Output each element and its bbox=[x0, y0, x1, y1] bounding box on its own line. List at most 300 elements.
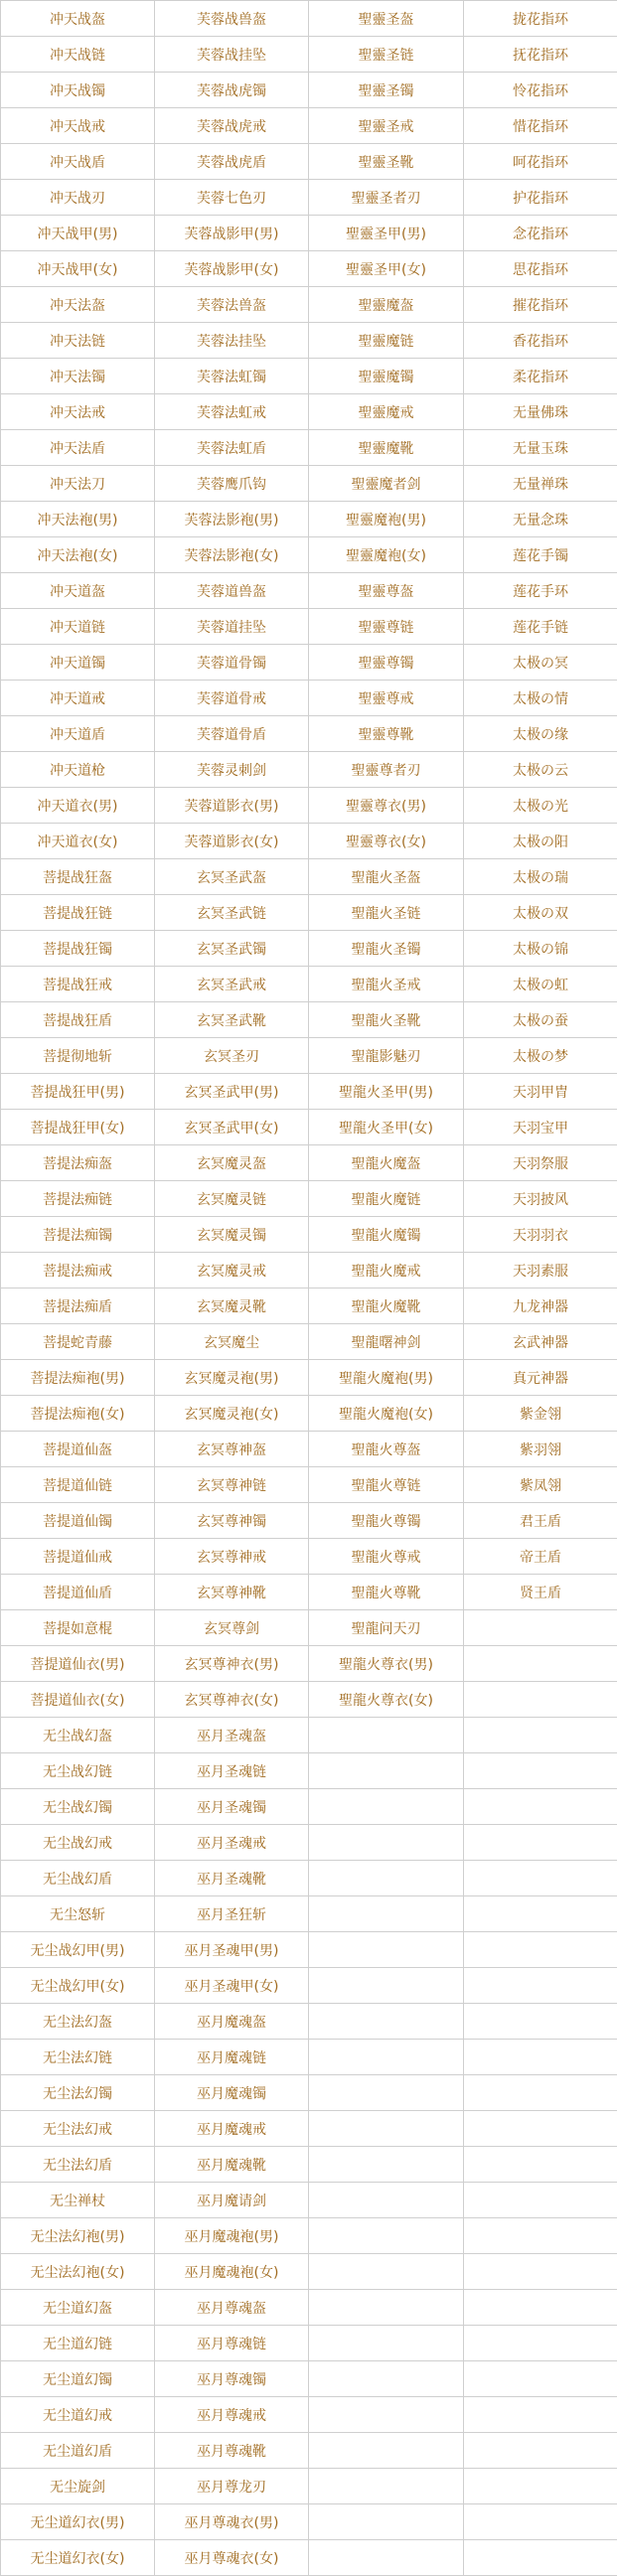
table-cell: 冲天法刀 bbox=[1, 466, 155, 502]
table-cell: 巫月尊魂靴 bbox=[155, 2433, 309, 2469]
table-cell: 香花指环 bbox=[464, 323, 617, 359]
table-row bbox=[1, 1539, 617, 1575]
table-cell: 聖龍火圣甲(女) bbox=[309, 1110, 464, 1145]
table-cell: 芙蓉道骨镯 bbox=[155, 645, 309, 681]
table-row bbox=[1, 1324, 617, 1360]
table-cell: 无尘道幻戒 bbox=[1, 2397, 155, 2433]
table-row bbox=[1, 287, 617, 323]
table-row bbox=[1, 1789, 617, 1825]
table-cell: 冲天道衣(女) bbox=[1, 824, 155, 859]
table-cell: 芙蓉战虎镯 bbox=[155, 73, 309, 108]
table-cell: 聖靈尊衣(男) bbox=[309, 788, 464, 824]
table-row bbox=[1, 466, 617, 502]
table-cell: 聖龍火魔靴 bbox=[309, 1288, 464, 1324]
table-cell: 聖龍火尊盔 bbox=[309, 1432, 464, 1467]
table-cell: 玄冥魔灵戒 bbox=[155, 1253, 309, 1288]
table-row bbox=[1, 2469, 617, 2504]
table-cell bbox=[464, 1896, 617, 1932]
table-row bbox=[1, 359, 617, 394]
table-cell: 巫月圣魂链 bbox=[155, 1753, 309, 1789]
table-cell: 天羽素服 bbox=[464, 1253, 617, 1288]
table-cell: 冲天战甲(女) bbox=[1, 251, 155, 287]
table-row bbox=[1, 1217, 617, 1253]
table-cell bbox=[464, 1682, 617, 1718]
table-cell bbox=[464, 1861, 617, 1896]
table-row bbox=[1, 1253, 617, 1288]
table-cell: 冲天战刃 bbox=[1, 180, 155, 216]
table-cell: 巫月魔魂袍(女) bbox=[155, 2254, 309, 2290]
table-cell: 无尘战幻盾 bbox=[1, 1861, 155, 1896]
table-row bbox=[1, 752, 617, 788]
table-row bbox=[1, 681, 617, 716]
table-cell: 聖龍火圣戒 bbox=[309, 967, 464, 1002]
table-cell bbox=[464, 2040, 617, 2075]
table-cell bbox=[464, 2075, 617, 2111]
table-cell: 紫金翎 bbox=[464, 1396, 617, 1432]
table-cell bbox=[464, 2326, 617, 2361]
table-cell: 巫月尊魂盔 bbox=[155, 2290, 309, 2326]
table-cell bbox=[309, 2218, 464, 2254]
table-cell: 玄冥圣武盔 bbox=[155, 859, 309, 895]
table-row bbox=[1, 895, 617, 931]
table-cell: 太极の阳 bbox=[464, 824, 617, 859]
table-cell: 天羽宝甲 bbox=[464, 1110, 617, 1145]
table-cell: 芙蓉灵刺剑 bbox=[155, 752, 309, 788]
table-cell: 无尘道幻链 bbox=[1, 2326, 155, 2361]
table-cell: 玄冥魔灵盔 bbox=[155, 1145, 309, 1181]
table-cell: 巫月圣魂甲(男) bbox=[155, 1932, 309, 1968]
table-cell: 巫月尊魂衣(男) bbox=[155, 2504, 309, 2540]
table-cell: 芙蓉战影甲(男) bbox=[155, 216, 309, 251]
table-cell bbox=[309, 2254, 464, 2290]
table-cell: 巫月圣魂靴 bbox=[155, 1861, 309, 1896]
table-cell: 菩提法痴链 bbox=[1, 1181, 155, 1217]
table-cell: 太极の虹 bbox=[464, 967, 617, 1002]
table-cell: 玄冥圣武戒 bbox=[155, 967, 309, 1002]
table-cell: 冲天道链 bbox=[1, 609, 155, 645]
table-cell: 菩提道仙镯 bbox=[1, 1503, 155, 1539]
table-cell: 聖龍火魔链 bbox=[309, 1181, 464, 1217]
table-cell: 芙蓉战兽盔 bbox=[155, 1, 309, 37]
table-cell bbox=[309, 2147, 464, 2183]
table-cell: 无尘战幻链 bbox=[1, 1753, 155, 1789]
table-row bbox=[1, 2504, 617, 2540]
table-cell bbox=[309, 2504, 464, 2540]
table-row bbox=[1, 1646, 617, 1682]
table-cell: 呵花指环 bbox=[464, 144, 617, 180]
table-cell: 冲天道衣(男) bbox=[1, 788, 155, 824]
table-row bbox=[1, 394, 617, 430]
table-cell: 菩提战狂链 bbox=[1, 895, 155, 931]
table-cell bbox=[464, 2183, 617, 2218]
table-cell: 聖靈魔袍(男) bbox=[309, 502, 464, 537]
table-row bbox=[1, 1682, 617, 1718]
table-cell: 无尘战幻镯 bbox=[1, 1789, 155, 1825]
table-cell: 巫月圣狂斩 bbox=[155, 1896, 309, 1932]
table-cell: 冲天道盔 bbox=[1, 573, 155, 609]
table-cell: 菩提道仙盔 bbox=[1, 1432, 155, 1467]
table-cell: 芙蓉法影袍(女) bbox=[155, 537, 309, 573]
table-cell bbox=[309, 1932, 464, 1968]
table-cell: 玄冥尊剑 bbox=[155, 1610, 309, 1646]
table-cell: 帝王盾 bbox=[464, 1539, 617, 1575]
table-cell bbox=[464, 1753, 617, 1789]
table-cell: 聖靈尊衣(女) bbox=[309, 824, 464, 859]
table-cell: 冲天战镯 bbox=[1, 73, 155, 108]
table-cell: 聖靈魔镯 bbox=[309, 359, 464, 394]
table-cell: 玄冥尊神靴 bbox=[155, 1575, 309, 1610]
table-cell bbox=[464, 2254, 617, 2290]
table-row bbox=[1, 2433, 617, 2469]
table-cell: 巫月尊魂戒 bbox=[155, 2397, 309, 2433]
table-cell: 玄冥尊神镯 bbox=[155, 1503, 309, 1539]
table-cell: 聖龍火尊靴 bbox=[309, 1575, 464, 1610]
table-cell: 无尘法幻盔 bbox=[1, 2004, 155, 2040]
table-cell: 拢花指环 bbox=[464, 1, 617, 37]
table-cell bbox=[464, 2504, 617, 2540]
table-cell: 芙蓉法挂坠 bbox=[155, 323, 309, 359]
table-cell bbox=[309, 1825, 464, 1861]
table-row bbox=[1, 609, 617, 645]
table-row bbox=[1, 967, 617, 1002]
table-cell: 天羽祭服 bbox=[464, 1145, 617, 1181]
table-cell: 莲花手链 bbox=[464, 609, 617, 645]
table-cell: 菩提战狂甲(女) bbox=[1, 1110, 155, 1145]
table-cell: 巫月尊魂链 bbox=[155, 2326, 309, 2361]
table-cell: 玄冥圣刃 bbox=[155, 1038, 309, 1074]
table-cell: 无尘法幻袍(女) bbox=[1, 2254, 155, 2290]
table-cell bbox=[464, 1968, 617, 2004]
table-cell: 太极の缘 bbox=[464, 716, 617, 752]
table-cell: 聖靈圣镯 bbox=[309, 73, 464, 108]
table-row bbox=[1, 1, 617, 37]
table-cell: 巫月圣魂盔 bbox=[155, 1718, 309, 1753]
table-cell: 玄冥魔灵镯 bbox=[155, 1217, 309, 1253]
table-cell: 聖靈尊戒 bbox=[309, 681, 464, 716]
table-cell: 聖靈尊镯 bbox=[309, 645, 464, 681]
table-cell: 菩提如意棍 bbox=[1, 1610, 155, 1646]
table-cell: 无尘法幻盾 bbox=[1, 2147, 155, 2183]
table-cell: 无尘战幻戒 bbox=[1, 1825, 155, 1861]
table-cell: 太极の云 bbox=[464, 752, 617, 788]
table-cell: 聖靈尊者刃 bbox=[309, 752, 464, 788]
table-cell: 聖靈圣者刃 bbox=[309, 180, 464, 216]
table-cell: 菩提战狂镯 bbox=[1, 931, 155, 967]
table-cell: 冲天法盾 bbox=[1, 430, 155, 466]
table-row bbox=[1, 1396, 617, 1432]
table-cell bbox=[464, 2433, 617, 2469]
table-cell: 冲天法链 bbox=[1, 323, 155, 359]
table-cell: 真元神器 bbox=[464, 1360, 617, 1396]
table-cell: 无量佛珠 bbox=[464, 394, 617, 430]
table-row bbox=[1, 1181, 617, 1217]
table-cell: 芙蓉法虹盾 bbox=[155, 430, 309, 466]
table-cell bbox=[309, 2397, 464, 2433]
table-cell: 冲天道盾 bbox=[1, 716, 155, 752]
table-cell: 玄冥魔灵袍(男) bbox=[155, 1360, 309, 1396]
table-cell: 玄冥尊神衣(男) bbox=[155, 1646, 309, 1682]
table-row bbox=[1, 2254, 617, 2290]
table-cell: 九龙神器 bbox=[464, 1288, 617, 1324]
table-row bbox=[1, 1002, 617, 1038]
table-cell: 巫月尊龙刃 bbox=[155, 2469, 309, 2504]
table-row bbox=[1, 144, 617, 180]
table-cell: 芙蓉道骨盾 bbox=[155, 716, 309, 752]
table-row bbox=[1, 1145, 617, 1181]
table-cell: 太极の梦 bbox=[464, 1038, 617, 1074]
table-cell bbox=[309, 1968, 464, 2004]
table-cell: 聖龍火魔镯 bbox=[309, 1217, 464, 1253]
table-cell: 芙蓉道兽盔 bbox=[155, 573, 309, 609]
table-cell: 玄冥魔尘 bbox=[155, 1324, 309, 1360]
table-cell bbox=[309, 2290, 464, 2326]
table-cell: 菩提道仙衣(男) bbox=[1, 1646, 155, 1682]
table-cell: 天羽披风 bbox=[464, 1181, 617, 1217]
table-cell: 紫羽翎 bbox=[464, 1432, 617, 1467]
table-cell bbox=[464, 1718, 617, 1753]
table-row bbox=[1, 2540, 617, 2576]
table-cell: 冲天道枪 bbox=[1, 752, 155, 788]
table-row bbox=[1, 37, 617, 73]
table-cell: 太极の光 bbox=[464, 788, 617, 824]
table-cell: 冲天法镯 bbox=[1, 359, 155, 394]
table-row bbox=[1, 1932, 617, 1968]
table-row bbox=[1, 2147, 617, 2183]
table-row bbox=[1, 430, 617, 466]
table-cell: 天羽甲胄 bbox=[464, 1074, 617, 1110]
table-cell bbox=[464, 2111, 617, 2147]
table-cell: 无尘战幻甲(男) bbox=[1, 1932, 155, 1968]
table-cell: 芙蓉鹰爪钩 bbox=[155, 466, 309, 502]
table-cell: 抚花指环 bbox=[464, 37, 617, 73]
table-cell: 芙蓉战挂坠 bbox=[155, 37, 309, 73]
table-row bbox=[1, 1074, 617, 1110]
table-row bbox=[1, 1968, 617, 2004]
table-cell: 聖靈魔盔 bbox=[309, 287, 464, 323]
table-cell: 冲天法盔 bbox=[1, 287, 155, 323]
table-cell: 聖靈圣靴 bbox=[309, 144, 464, 180]
table-cell: 聖龍火圣靴 bbox=[309, 1002, 464, 1038]
table-cell: 巫月魔请剑 bbox=[155, 2183, 309, 2218]
table-cell: 巫月魔魂戒 bbox=[155, 2111, 309, 2147]
table-cell bbox=[309, 1896, 464, 1932]
table-cell: 聖靈尊链 bbox=[309, 609, 464, 645]
table-row bbox=[1, 1467, 617, 1503]
table-cell: 太极の冥 bbox=[464, 645, 617, 681]
table-cell bbox=[464, 1789, 617, 1825]
table-cell: 巫月尊魂衣(女) bbox=[155, 2540, 309, 2576]
table-cell: 冲天战链 bbox=[1, 37, 155, 73]
equipment-table-body bbox=[1, 1, 617, 2576]
table-row bbox=[1, 2290, 617, 2326]
table-cell: 玄冥魔灵袍(女) bbox=[155, 1396, 309, 1432]
table-cell: 芙蓉战虎盾 bbox=[155, 144, 309, 180]
table-cell: 聖龍火圣镯 bbox=[309, 931, 464, 967]
table-row bbox=[1, 2397, 617, 2433]
table-cell bbox=[464, 1932, 617, 1968]
table-cell: 无量玉珠 bbox=[464, 430, 617, 466]
table-cell: 聖靈圣链 bbox=[309, 37, 464, 73]
table-cell bbox=[464, 1825, 617, 1861]
table-cell: 念花指环 bbox=[464, 216, 617, 251]
table-cell: 巫月魔魂镯 bbox=[155, 2075, 309, 2111]
table-cell: 芙蓉道影衣(女) bbox=[155, 824, 309, 859]
table-cell: 护花指环 bbox=[464, 180, 617, 216]
table-cell: 冲天战戒 bbox=[1, 108, 155, 144]
table-cell: 巫月魔魂袍(男) bbox=[155, 2218, 309, 2254]
table-row bbox=[1, 537, 617, 573]
table-row bbox=[1, 1896, 617, 1932]
table-cell: 菩提战狂戒 bbox=[1, 967, 155, 1002]
table-cell: 怜花指环 bbox=[464, 73, 617, 108]
table-cell: 太极の蚕 bbox=[464, 1002, 617, 1038]
table-cell bbox=[464, 2397, 617, 2433]
table-cell: 无尘法幻镯 bbox=[1, 2075, 155, 2111]
table-row bbox=[1, 2183, 617, 2218]
table-cell: 巫月魔魂链 bbox=[155, 2040, 309, 2075]
table-cell: 惜花指环 bbox=[464, 108, 617, 144]
table-cell: 天羽羽衣 bbox=[464, 1217, 617, 1253]
table-cell bbox=[309, 1753, 464, 1789]
table-cell: 莲花手环 bbox=[464, 573, 617, 609]
table-row bbox=[1, 108, 617, 144]
table-cell bbox=[464, 2361, 617, 2397]
table-cell: 玄冥圣武靴 bbox=[155, 1002, 309, 1038]
table-cell: 玄冥尊神戒 bbox=[155, 1539, 309, 1575]
table-cell: 聖龍火魔袍(女) bbox=[309, 1396, 464, 1432]
table-cell: 太极の瑞 bbox=[464, 859, 617, 895]
table-cell: 聖龍火尊衣(男) bbox=[309, 1646, 464, 1682]
table-cell: 无尘法幻链 bbox=[1, 2040, 155, 2075]
table-cell: 聖龍火魔盔 bbox=[309, 1145, 464, 1181]
table-row bbox=[1, 2075, 617, 2111]
table-cell: 聖靈魔链 bbox=[309, 323, 464, 359]
table-cell: 芙蓉法虹戒 bbox=[155, 394, 309, 430]
table-cell: 芙蓉战虎戒 bbox=[155, 108, 309, 144]
table-cell: 菩提蛇青藤 bbox=[1, 1324, 155, 1360]
table-cell: 玄冥圣武甲(女) bbox=[155, 1110, 309, 1145]
table-row bbox=[1, 2361, 617, 2397]
table-cell: 聖龍火尊镯 bbox=[309, 1503, 464, 1539]
table-row bbox=[1, 824, 617, 859]
table-cell: 聖靈圣戒 bbox=[309, 108, 464, 144]
table-row bbox=[1, 788, 617, 824]
table-cell: 无尘道幻盔 bbox=[1, 2290, 155, 2326]
table-cell: 聖靈魔者剑 bbox=[309, 466, 464, 502]
table-cell: 无尘道幻镯 bbox=[1, 2361, 155, 2397]
table-cell: 芙蓉道骨戒 bbox=[155, 681, 309, 716]
table-cell: 无尘道幻衣(男) bbox=[1, 2504, 155, 2540]
table-cell: 摧花指环 bbox=[464, 287, 617, 323]
table-cell bbox=[309, 1718, 464, 1753]
table-cell bbox=[309, 2540, 464, 2576]
table-cell: 巫月圣魂甲(女) bbox=[155, 1968, 309, 2004]
table-cell bbox=[464, 2469, 617, 2504]
table-cell: 聖靈魔袍(女) bbox=[309, 537, 464, 573]
table-cell: 聖龍问天刃 bbox=[309, 1610, 464, 1646]
table-row bbox=[1, 645, 617, 681]
table-cell bbox=[309, 2469, 464, 2504]
table-cell: 菩提法痴戒 bbox=[1, 1253, 155, 1288]
table-cell: 玄冥圣武甲(男) bbox=[155, 1074, 309, 1110]
table-cell: 冲天道戒 bbox=[1, 681, 155, 716]
table-cell: 柔花指环 bbox=[464, 359, 617, 394]
table-cell: 玄冥圣武链 bbox=[155, 895, 309, 931]
table-cell bbox=[464, 2004, 617, 2040]
table-cell bbox=[464, 2147, 617, 2183]
table-cell: 太极の双 bbox=[464, 895, 617, 931]
table-cell bbox=[464, 2218, 617, 2254]
table-cell: 芙蓉七色刃 bbox=[155, 180, 309, 216]
table-cell bbox=[309, 2004, 464, 2040]
table-row bbox=[1, 1753, 617, 1789]
table-cell: 聖靈圣盔 bbox=[309, 1, 464, 37]
table-cell: 冲天战盔 bbox=[1, 1, 155, 37]
table-cell: 无尘法幻戒 bbox=[1, 2111, 155, 2147]
table-cell: 聖龍影魅刃 bbox=[309, 1038, 464, 1074]
table-row bbox=[1, 1825, 617, 1861]
table-row bbox=[1, 2004, 617, 2040]
table-cell: 聖龍火尊戒 bbox=[309, 1539, 464, 1575]
table-cell bbox=[309, 2111, 464, 2147]
table-cell: 聖龍火圣甲(男) bbox=[309, 1074, 464, 1110]
table-row bbox=[1, 2111, 617, 2147]
table-cell: 莲花手镯 bbox=[464, 537, 617, 573]
table-cell: 菩提战狂甲(男) bbox=[1, 1074, 155, 1110]
table-cell: 菩提法痴镯 bbox=[1, 1217, 155, 1253]
table-cell: 无量念珠 bbox=[464, 502, 617, 537]
table-cell: 太极の情 bbox=[464, 681, 617, 716]
table-cell bbox=[309, 2075, 464, 2111]
table-row bbox=[1, 859, 617, 895]
table-cell: 无尘道幻衣(女) bbox=[1, 2540, 155, 2576]
table-cell: 巫月圣魂戒 bbox=[155, 1825, 309, 1861]
table-cell: 聖龍火圣盔 bbox=[309, 859, 464, 895]
table-cell: 冲天战盾 bbox=[1, 144, 155, 180]
table-row bbox=[1, 216, 617, 251]
table-row bbox=[1, 1288, 617, 1324]
table-cell: 玄冥魔灵链 bbox=[155, 1181, 309, 1217]
table-cell: 冲天道镯 bbox=[1, 645, 155, 681]
table-cell: 聖靈尊盔 bbox=[309, 573, 464, 609]
table-row bbox=[1, 1575, 617, 1610]
table-row bbox=[1, 2326, 617, 2361]
table-cell: 无尘道幻盾 bbox=[1, 2433, 155, 2469]
table-row bbox=[1, 2218, 617, 2254]
table-cell: 菩提法痴袍(男) bbox=[1, 1360, 155, 1396]
table-cell: 聖靈魔靴 bbox=[309, 430, 464, 466]
table-cell: 菩提道仙戒 bbox=[1, 1539, 155, 1575]
table-cell bbox=[464, 1646, 617, 1682]
table-cell: 冲天法戒 bbox=[1, 394, 155, 430]
table-row bbox=[1, 1038, 617, 1074]
table-cell: 无尘怒斩 bbox=[1, 1896, 155, 1932]
table-row bbox=[1, 1610, 617, 1646]
table-cell: 冲天法袍(男) bbox=[1, 502, 155, 537]
table-cell: 无尘法幻袍(男) bbox=[1, 2218, 155, 2254]
table-cell: 菩提道仙盾 bbox=[1, 1575, 155, 1610]
table-cell: 菩提道仙衣(女) bbox=[1, 1682, 155, 1718]
table-cell: 聖龍火圣链 bbox=[309, 895, 464, 931]
table-cell: 太极の锦 bbox=[464, 931, 617, 967]
table-row bbox=[1, 716, 617, 752]
table-cell: 无尘战幻甲(女) bbox=[1, 1968, 155, 2004]
table-cell bbox=[309, 2361, 464, 2397]
table-row bbox=[1, 1718, 617, 1753]
table-cell bbox=[309, 2040, 464, 2075]
table-cell: 芙蓉法兽盔 bbox=[155, 287, 309, 323]
table-cell: 无尘旋剑 bbox=[1, 2469, 155, 2504]
